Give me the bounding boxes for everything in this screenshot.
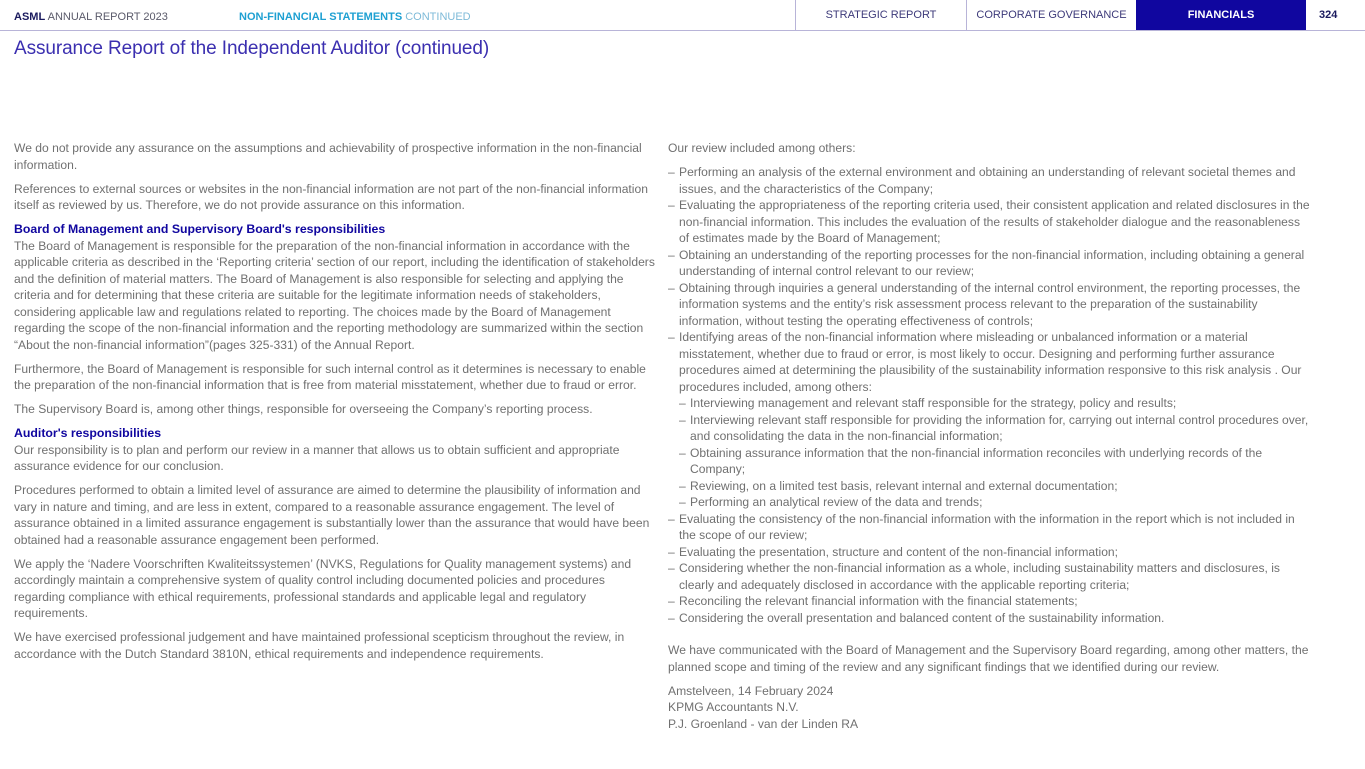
heading-auditor-responsibilities: Auditor's responsibilities [14, 426, 162, 440]
section-label [239, 11, 471, 23]
paragraph-prospective-info: We do not provide any assurance on the assumptions and achievability of prospective information in the non-financial information. [14, 141, 642, 172]
review-procedures-list [668, 164, 1313, 626]
paragraph-nvks: We apply the ‘Nadere Voorschriften Kwaliteitssystemen’ (NVKS, Regulations for Quality management systems) and accordingly maintain a comprehensive system of quality control including documented policies and procedures regarding compliance with ethical requirements, professional standards and applicable legal and regulatory requirements. [14, 556, 632, 620]
top-bar [0, 0, 1365, 31]
list-item: – Considering whether the non-financial information as a whole, including sustainability matters and disclosures, is clearly and adequately disclosed in accordance with the applicable reporting criteria; [668, 560, 1313, 593]
left-column [14, 140, 659, 670]
paragraph-limited-assurance: Procedures performed to obtain a limited level of assurance are aimed to determine the plausibility of information and vary in nature and timing, and are less in extent, compared to a reasonable assurance engagement. The level of assurance obtained in a limited assurance engagement is substantially lower than the assurance that would have been obtained had a reasonable assurance engagement been performed. [14, 483, 650, 547]
list-item: – Performing an analysis of the external environment and obtaining an understanding of relevant societal themes and issues, and the characteristics of the Company; [668, 164, 1313, 197]
paragraph-communication: We have communicated with the Board of Management and the Supervisory Board regarding, among other matters, the planned scope and timing of the review and any significant findings that we identified during our review. [668, 643, 1309, 674]
paragraph-auditor-responsibility: Our responsibility is to plan and perform our review in a manner that allows us to obtain sufficient and appropriate assurance evidence for our conclusion. [14, 442, 620, 473]
signature-block [668, 683, 1313, 733]
list-item: – Considering the overall presentation and balanced content of the sustainability information. [668, 610, 1313, 627]
signature-firm: KPMG Accountants N.V. [668, 700, 799, 714]
paragraph-board-preparation: The Board of Management is responsible for the preparation of the non-financial information in accordance with the applicable criteria as described in the ‘Reporting criteria’ section of our report, including the identification of stakeholders and the definition of material matters. The Board of Management is also responsible for selecting and applying the criteria and for determining that these criteria are suitable for the legitimate information needs of stakeholders, considering applicable law and regulations related to reporting. The choices made by the Board of Management regarding the scope of the non-financial information and the reporting methodology are summarized within the section “About the non-financial information”(pages 325-331) of the Annual Report. [14, 238, 655, 352]
sub-list-item: – Performing an analytical review of the data and trends; [679, 494, 1313, 511]
review-intro: Our review included among others: [668, 141, 856, 155]
right-column [668, 140, 1313, 732]
report-brand [14, 11, 168, 23]
nav-tab-corporate-governance[interactable]: CORPORATE GOVERNANCE [966, 0, 1136, 30]
heading-board-responsibilities: Board of Management and Supervisory Board's responsibilities [14, 222, 386, 236]
brand-report-title: ANNUAL REPORT 2023 [45, 11, 168, 23]
sub-list-item: – Interviewing relevant staff responsible for providing the information for, carrying out internal control procedures over, and consolidating the data in the non-financial information; [679, 412, 1313, 445]
paragraph-supervisory-board: The Supervisory Board is, among other things, responsible for overseeing the Company’s reporting process. [14, 402, 593, 416]
paragraph-professional-judgement: We have exercised professional judgement and have maintained professional scepticism throughout the review, in accordance with the Dutch Standard 3810N, ethical requirements and independence requirements. [14, 630, 625, 661]
sub-list-item: – Reviewing, on a limited test basis, relevant internal and external documentation; [679, 478, 1313, 495]
list-item: – Evaluating the presentation, structure and content of the non-financial information; [668, 544, 1313, 561]
list-item-with-sublist [668, 329, 1313, 511]
list-item: – Evaluating the appropriateness of the reporting criteria used, their consistent application and related disclosures in the non-financial information. This includes the evaluation of the results of stakeholder dialogue and the reasonableness of estimates made by the Board of Management; [668, 197, 1313, 247]
signature-place-date: Amstelveen, 14 February 2024 [668, 683, 834, 698]
section-continued: CONTINUED [402, 11, 471, 23]
list-item: – Obtaining through inquiries a general understanding of the internal control environment, the reporting processes, the information systems and the entity’s risk assessment process relevant to the preparation of the sustainability information, without testing the operating effectiveness of controls; [668, 280, 1313, 330]
section-name: NON-FINANCIAL STATEMENTS [239, 11, 403, 23]
list-item-text: Identifying areas of the non-financial information where misleading or unbalanced information or a material misstatement, whether due to fraud or error, is most likely to occur. Designing and performing further assurance procedures aimed at determining the plausibility of the sustainability information responsive to this risk analysis . Our procedures included, among others: [679, 330, 1302, 394]
sub-list-item: – Interviewing management and relevant staff responsible for the strategy, policy and results; [679, 395, 1313, 412]
list-item: – Evaluating the consistency of the non-financial information with the information in the report which is not included in the scope of our review; [668, 511, 1313, 544]
list-item: – Obtaining an understanding of the reporting processes for the non-financial information, including obtaining a general understanding of internal control relevant to our review; [668, 247, 1313, 280]
paragraph-internal-control: Furthermore, the Board of Management is responsible for such internal control as it determines is necessary to enable the preparation of the non-financial information that is free from material misstatement, whether due to fraud or error. [14, 361, 646, 392]
signature-signatory: P.J. Groenland - van der Linden RA [668, 716, 859, 731]
paragraph-external-references: References to external sources or websites in the non-financial information are not part of the non-financial information itself as reviewed by us. Therefore, we do not provide assurance on this information. [14, 181, 648, 212]
sub-list-item: – Obtaining assurance information that the non-financial information reconciles with underlying records of the Company; [679, 445, 1313, 478]
nav-tab-financials[interactable]: FINANCIALS [1136, 0, 1306, 30]
brand-name: ASML [14, 11, 46, 23]
page-number: 324 [1319, 9, 1338, 21]
list-item: – Reconciling the relevant financial information with the financial statements; [668, 593, 1313, 610]
procedures-sublist [679, 395, 1313, 511]
spacer [668, 626, 1313, 642]
nav-tab-strategic-report[interactable]: STRATEGIC REPORT [795, 0, 966, 30]
page-title: Assurance Report of the Independent Auditor (continued) [14, 38, 490, 59]
